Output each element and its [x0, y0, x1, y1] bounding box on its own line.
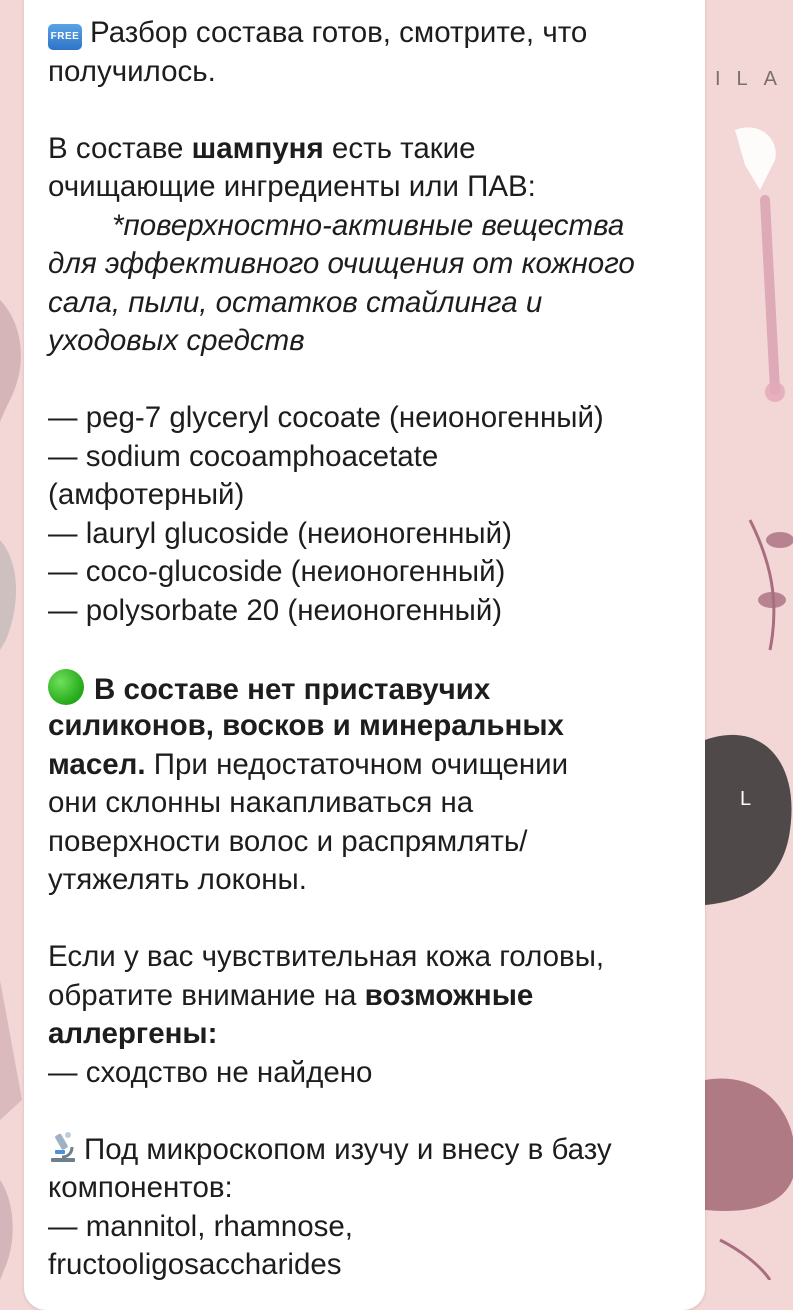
ingredient-line: — lauryl glucoside (неионогенный): [48, 516, 512, 550]
allergens-line-1: Если у вас чувствительная кожа головы,: [48, 940, 605, 973]
ingredient-line: — peg-7 glyceryl cocoate (неионогенный): [48, 401, 604, 434]
intro-line-2: получилось.: [48, 54, 216, 88]
surfactants-line-2: очищающие ингредиенты или ПАВ:: [48, 170, 536, 203]
ingredient-line: — polysorbate 20 (неионогенный): [48, 593, 503, 627]
allergens-line-3: аллергены:: [48, 1017, 218, 1050]
allergens-line-4: — сходство не найдено: [48, 1055, 373, 1089]
wallpaper-brand-text: ILA: [715, 68, 793, 90]
microscope-line-4: fructooligosaccharides: [48, 1248, 342, 1281]
microscope-line-1: Под микроскопом изучу и внесу в базу: [48, 1131, 688, 1170]
free-badge-icon: FREE: [48, 24, 82, 50]
surfactants-line-1: В составе шампуня есть такие: [48, 131, 476, 165]
silicones-line-6: утяжелять локоны.: [48, 863, 307, 896]
allergens-line-2: обратите внимание на возможные: [48, 978, 534, 1012]
surfactants-note-2: для эффективного очищения от кожного: [48, 247, 635, 280]
ingredient-line: — sodium cocoamphoacetate: [48, 439, 439, 473]
microscope-icon: [48, 1131, 78, 1174]
surfactants-note-4: уходовых средств: [48, 324, 305, 357]
silicones-line-3: масел. При недостаточном очищении: [48, 747, 569, 781]
silicones-line-4: они склонны накапливаться на: [48, 786, 474, 819]
surfactants-note-3: сала, пыли, остатков стайлинга и: [48, 285, 543, 319]
ingredient-line: (амфотерный): [48, 478, 245, 511]
silicones-line-2: силиконов, восков и минеральных: [48, 709, 564, 742]
message-text: [48, 14, 688, 1285]
silicones-line-5: поверхности волос и распрямлять/: [48, 824, 528, 858]
green-circle-icon: [48, 669, 84, 705]
intro-line-1: FREE Разбор состава готов, смотрите, что: [48, 14, 688, 53]
svg-text:L: L: [740, 788, 752, 810]
microscope-line-2: компонентов:: [48, 1171, 233, 1204]
silicones-line-1: В составе нет приставучих: [48, 669, 688, 708]
ingredient-line: — coco-glucoside (неионогенный): [48, 555, 506, 588]
surfactants-note-1: *поверхностно-активные вещества: [112, 208, 625, 242]
microscope-line-3: — mannitol, rhamnose,: [48, 1209, 353, 1243]
